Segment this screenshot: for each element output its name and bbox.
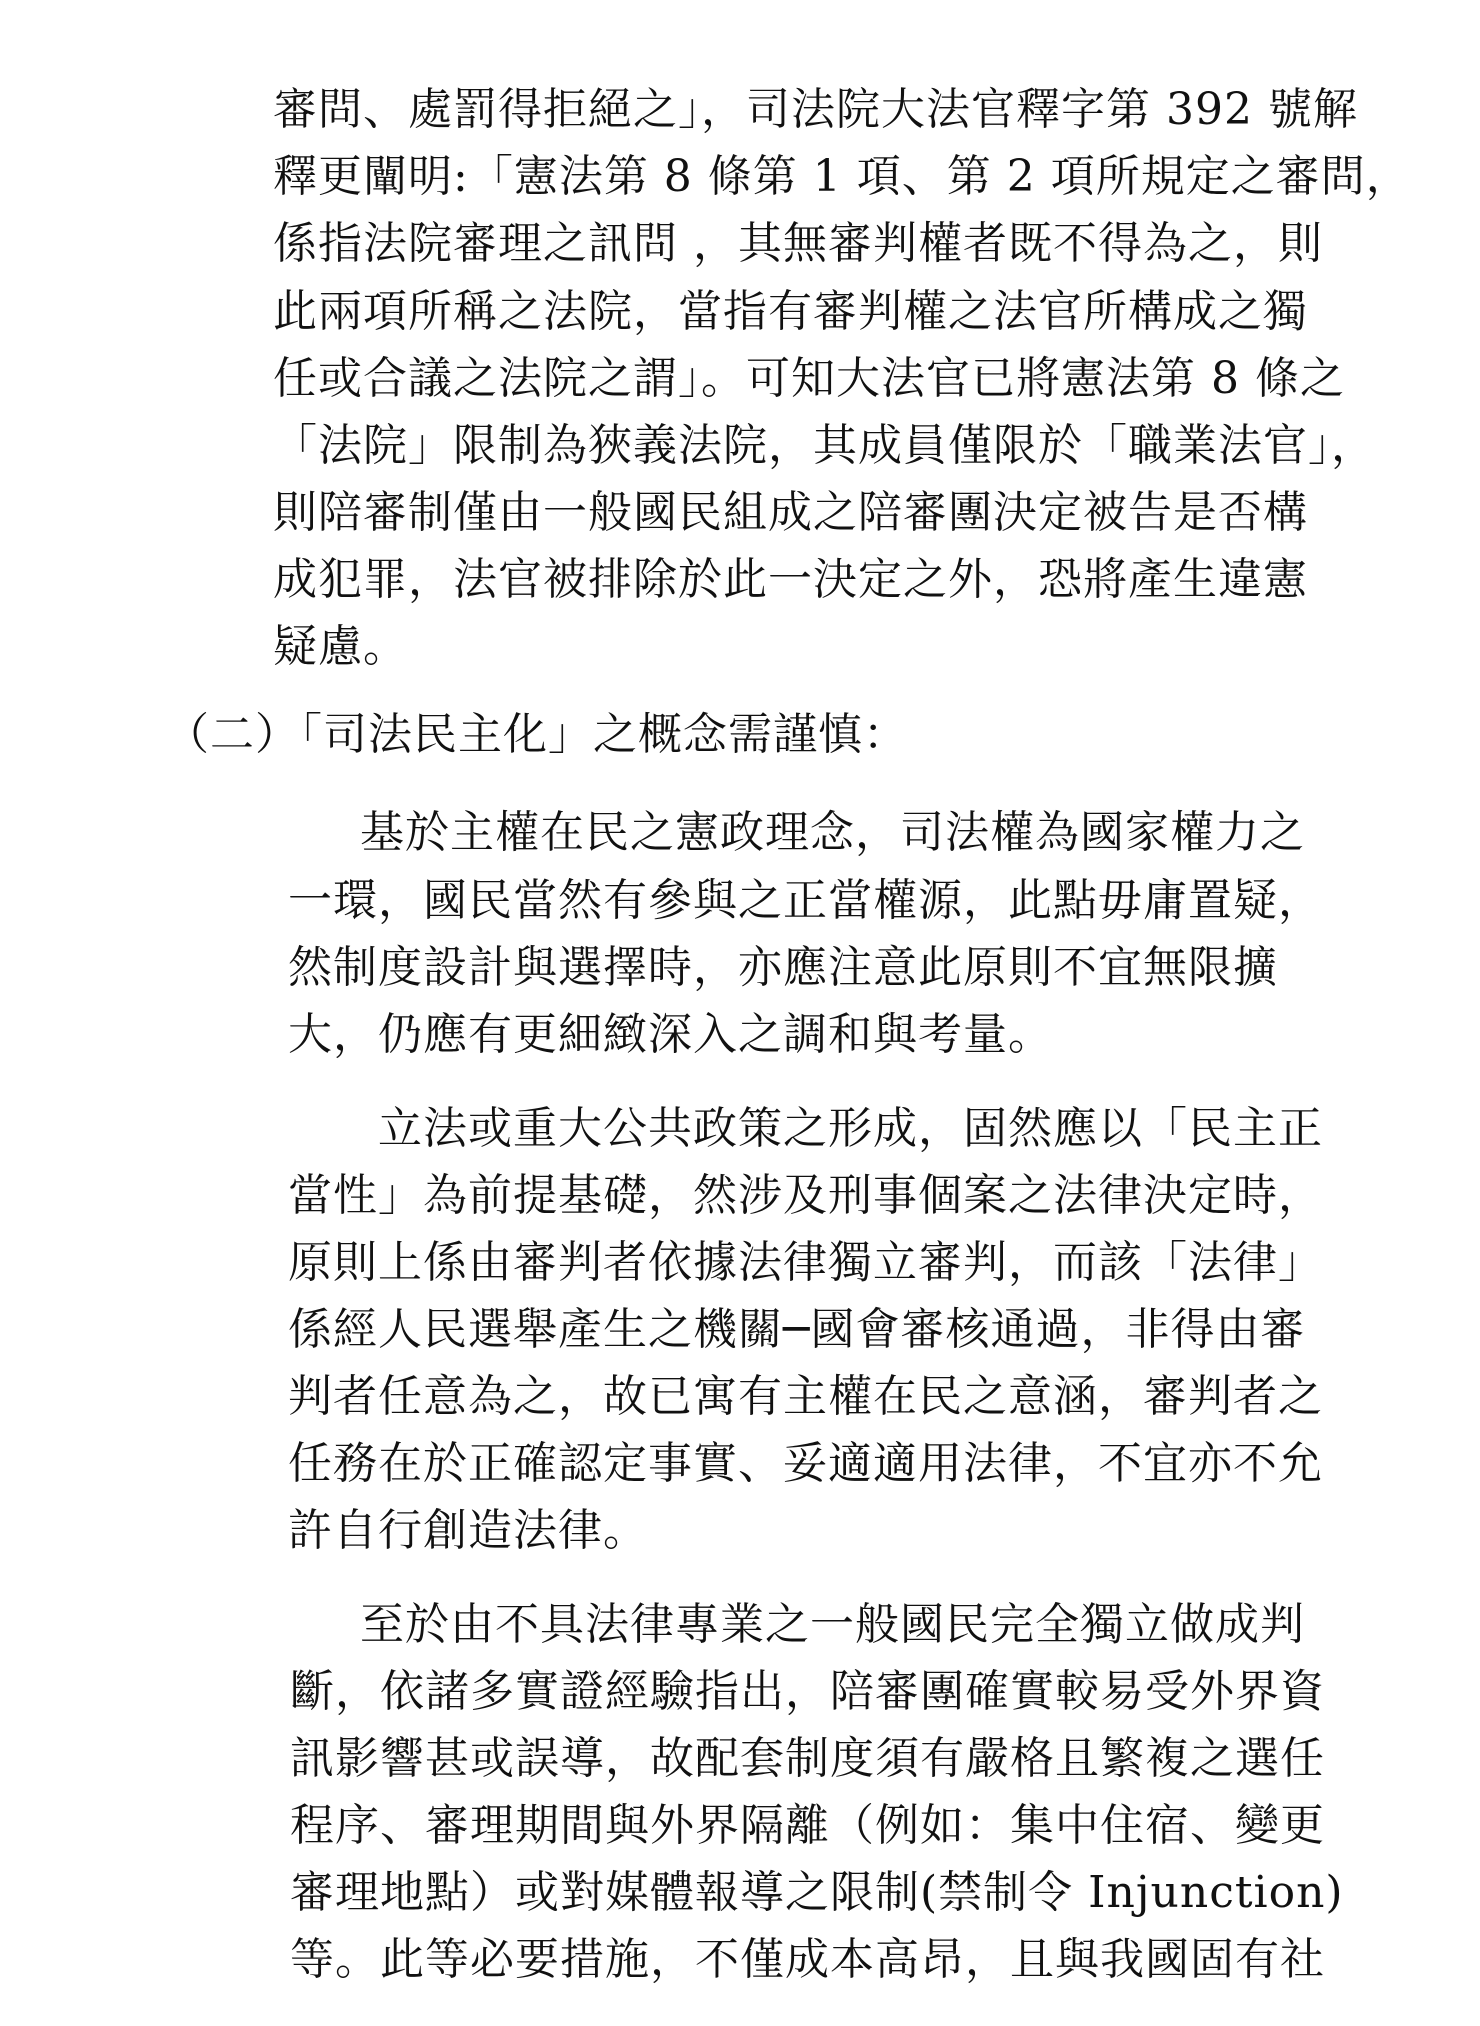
paragraph-3-line: 判者任意為之，故已寓有主權在民之意涵，審判者之 bbox=[288, 1371, 1323, 1422]
paragraph-3-line: 係經人民選舉產生之機關─國會審核通過，非得由審 bbox=[288, 1304, 1306, 1355]
paragraph-3-line: 立法或重大公共政策之形成，固然應以「民主正 bbox=[378, 1103, 1323, 1154]
paragraph-2-line: 然制度設計與選擇時，亦應注意此原則不宜無限擴 bbox=[288, 942, 1278, 993]
paragraph-2-line: 一環，國民當然有參與之正當權源，此點毋庸置疑， bbox=[288, 875, 1323, 926]
paragraph-2-line: 基於主權在民之憲政理念，司法權為國家權力之 bbox=[360, 807, 1305, 858]
paragraph-1-line: 疑慮。 bbox=[273, 621, 408, 672]
paragraph-1-line: 此兩項所稱之法院，當指有審判權之法官所構成之獨 bbox=[273, 286, 1308, 337]
paragraph-1-line: 係指法院審理之訊問 ，其無審判權者既不得為之，則 bbox=[273, 218, 1323, 269]
paragraph-1-line: 釋更闡明:「憲法第 8 條第 1 項、第 2 項所規定之審問， bbox=[273, 151, 1411, 202]
paragraph-1-line: 成犯罪，法官被排除於此一決定之外，恐將產生違憲 bbox=[273, 554, 1308, 605]
paragraph-4-line: 程序、審理期間與外界隔離（例如：集中住宿、變更 bbox=[290, 1800, 1325, 1851]
paragraph-4-line: 斷，依諸多實證經驗指出，陪審團確實較易受外界資 bbox=[290, 1666, 1325, 1717]
paragraph-3-line: 許自行創造法律。 bbox=[288, 1505, 648, 1556]
paragraph-3-line: 當性」為前提基礎，然涉及刑事個案之法律決定時， bbox=[288, 1170, 1323, 1221]
paragraph-1-line: 任或合議之法院之謂」。可知大法官已將憲法第 8 條之 bbox=[273, 353, 1345, 404]
paragraph-1-line: 「法院」限制為狹義法院，其成員僅限於「職業法官」， bbox=[273, 420, 1376, 471]
paragraph-1-line: 審問、處罰得拒絕之」，司法院大法官釋字第 392 號解 bbox=[273, 84, 1358, 135]
section-heading: （二）「司法民主化」之概念需謹慎： bbox=[165, 709, 908, 760]
paragraph-3-line: 任務在於正確認定事實、妥適適用法律，不宜亦不允 bbox=[288, 1438, 1323, 1489]
paragraph-4-line: 訊影響甚或誤導，故配套制度須有嚴格且繁複之選任 bbox=[290, 1733, 1325, 1784]
paragraph-4-line: 審理地點）或對媒體報導之限制(禁制令 Injunction) bbox=[290, 1867, 1344, 1918]
paragraph-1-line: 則陪審制僅由一般國民組成之陪審團決定被告是否構 bbox=[273, 487, 1308, 538]
paragraph-2-line: 大，仍應有更細緻深入之調和與考量。 bbox=[288, 1009, 1053, 1060]
paragraph-4-line: 等。此等必要措施，不僅成本高昂，且與我國固有社 bbox=[290, 1934, 1325, 1985]
paragraph-3-line: 原則上係由審判者依據法律獨立審判，而該「法律」 bbox=[288, 1237, 1323, 1288]
paragraph-4-line: 至於由不具法律專業之一般國民完全獨立做成判 bbox=[360, 1599, 1305, 1650]
